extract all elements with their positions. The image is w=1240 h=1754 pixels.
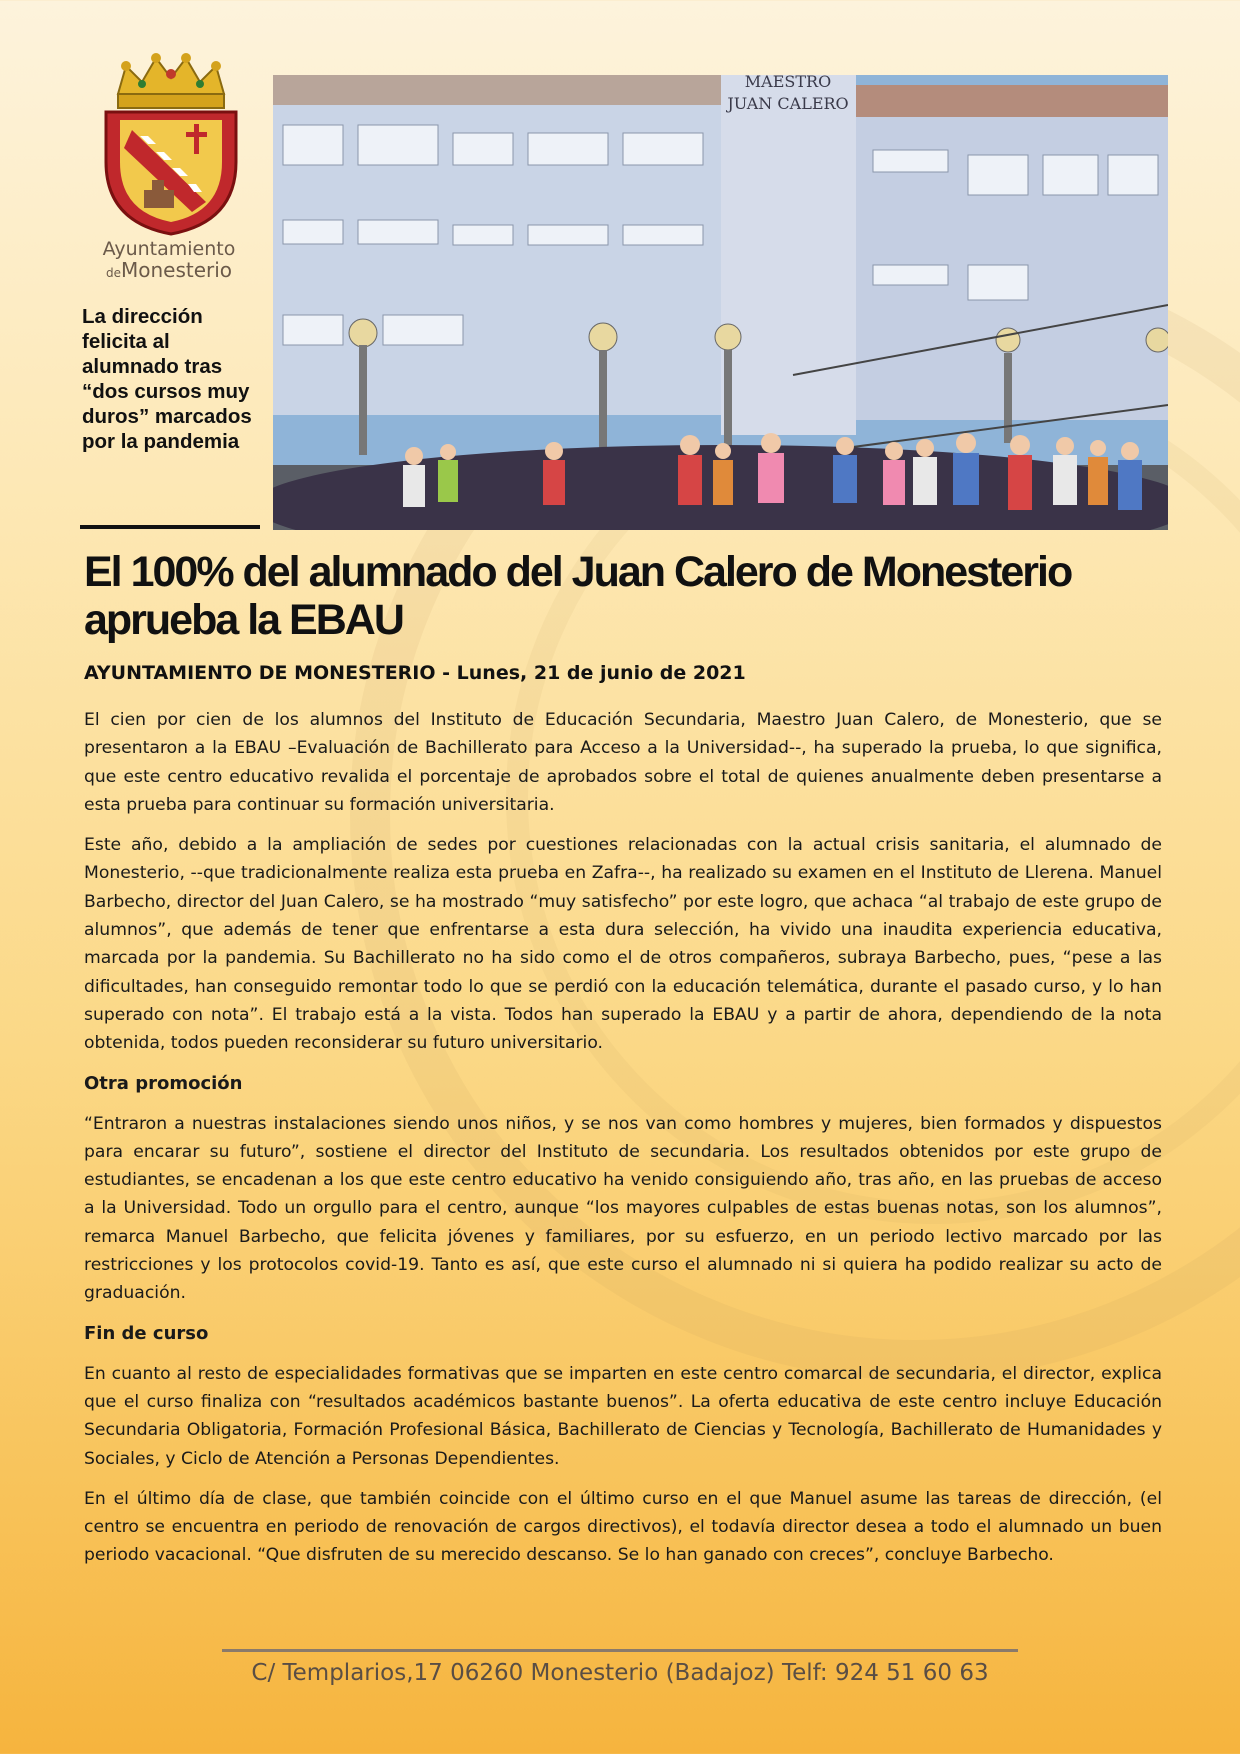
logo-wordmark-prefix: de: [105, 265, 121, 280]
byline-source: AYUNTAMIENTO DE MONESTERIO: [84, 662, 436, 684]
footer-address: C/ Templarios,17 06260 Monesterio (Badajoz) Telf: 924 51 60 63: [251, 1660, 989, 1686]
article-paragraph-5: En el último día de clase, que también coincide con el último curso en el que Manuel asume las tareas de dirección, (el centro se encuentra en periodo de renovación de cargos directivos), el todavía director desea a todo el alumnado un buen periodo vacacional. “Que disfruten de su merecido descanso. Se lo han ganado con creces”, concluye Barbecho.: [84, 1488, 1162, 1566]
school-photo: [273, 75, 1168, 530]
building-sign-line1: MAESTRO: [744, 75, 832, 91]
building-sign-line2: JUAN CALERO: [727, 94, 849, 113]
section-heading-fin-de-curso: Fin de curso: [84, 1322, 209, 1344]
logo-wordmark: [84, 240, 254, 281]
article-paragraph-3: “Entraron a nuestras instalaciones siendo unos niños, y se nos van como hombres y mujeres, bien formados y dispuestos para encarar su futuro”, sostiene el director del Instituto de secundaria. Los resultados obtenidos por este grupo de estudiantes, se encadenan a los que este centro educativo ha venido consiguiendo año, tras año, en las pruebas de acceso a la Universidad. Todo un orgullo para el centro, aunque “los mayores culpables de estas buenas notas, son los alumnos”, remarca Manuel Barbecho, que felicita jóvenes y familiares, por su esfuerzo, en un periodo lectivo marcado por las restricciones y los protocolos covid-19. Tanto es así, que este curso el alumnado ni si quiera ha podido realizar su acto de graduación.: [84, 1113, 1162, 1304]
logo-wordmark-town: Monesterio: [120, 257, 233, 282]
article-paragraph-2: Este año, debido a la ampliación de sedes por cuestiones relacionadas con la actual crisis sanitaria, el alumnado de Monesterio, --que tradicionalmente realiza esta prueba en Zafra--, ha realizado su examen en el Instituto de Llerena. Manuel Barbecho, director del Juan Calero, se ha mostrado “muy satisfecho” por este logro, que achaca “al trabajo de este grupo de alumnos”, que además de tener que enfrentarse a esta dura selección, ha vivido una inaudita experiencia educativa, marcada por la pandemia. Su Bachillerato no ha sido como el de otros compañeros, subraya Barbecho, pues, “pese a las dificultades, han conseguido remontar todo lo que se perdió con la educación telemática, durante el pasado curso, y lo han superado con nota”. El trabajo está a la vista. Todos han superado la EBAU y a partir de ahora, dependiendo de la nota obtenida, todos pueden reconsiderar su futuro universitario.: [84, 835, 1162, 1054]
logo-wordmark-line1: Ayuntamiento: [102, 238, 236, 260]
byline-separator: -: [435, 662, 457, 684]
article-headline: El 100% del alumnado del Juan Calero de Monesterio aprueba la EBAU: [84, 548, 1072, 644]
byline-date: Lunes, 21 de junio de 2021: [456, 662, 746, 684]
section-heading-otra-promocion: Otra promoción: [84, 1072, 243, 1094]
article-paragraph-4: En cuanto al resto de especialidades formativas que se imparten en este centro comarcal de secundaria, el director, explica que el curso finaliza con “resultados académicos bastante buenos”. La oferta educativa de este centro incluye Educación Secundaria Obligatoria, Formación Profesional Básica, Bachillerato de Ciencias y Tecnología, Bachillerato de Humanidades y Sociales, y Ciclo de Atención a Personas Dependientes.: [84, 1363, 1162, 1469]
article-subtitle: La dirección felicita al alumnado tras “dos cursos muy duros” marcados por la pandemia: [82, 305, 252, 453]
article-paragraph-1: El cien por cien de los alumnos del Instituto de Educación Secundaria, Maestro Juan Calero, de Monesterio, que se presentaron a la EBAU –Evaluación de Bachillerato para Acceso a la Universidad--, ha superado la prueba, lo que significa, que este centro educativo revalida el porcentaje de aprobados sobre el total de quienes anualmente deben presentarse a esta prueba para continuar su formación universitaria.: [84, 710, 1162, 815]
article-body: [84, 706, 1162, 1582]
footer-divider: [222, 1649, 1018, 1652]
subtitle-divider: [80, 525, 260, 529]
article-byline: [84, 662, 746, 684]
logo-wordmark-line2: [84, 257, 254, 282]
